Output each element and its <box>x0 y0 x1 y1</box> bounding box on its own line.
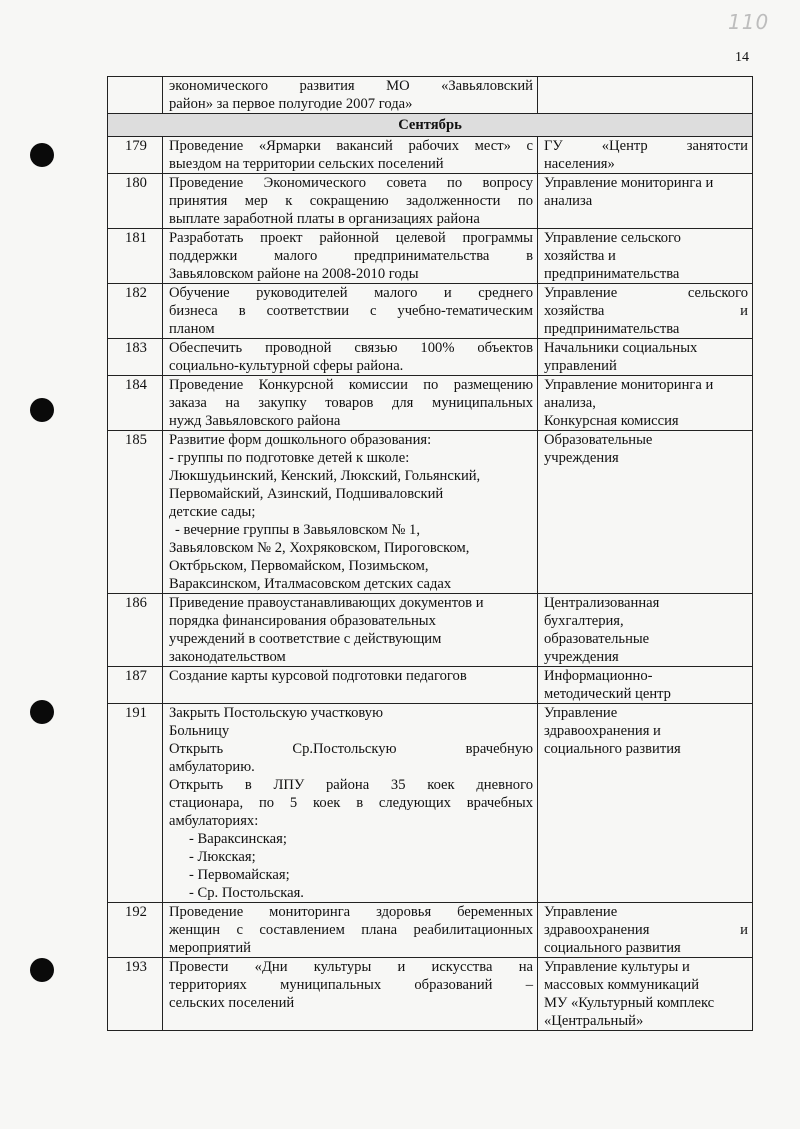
event-line: поддержки малого предпринимательства в <box>169 248 533 264</box>
event-list-item: - Первомайская; <box>189 867 290 883</box>
event-line: Открыть в ЛПУ района 35 коек дневного <box>169 777 533 793</box>
table-row <box>108 229 753 284</box>
event-cell <box>163 339 538 376</box>
responsible-cell <box>538 284 753 339</box>
binder-hole <box>30 958 54 982</box>
responsible-line: Информационно- <box>544 668 653 684</box>
responsible-cell <box>538 958 753 1031</box>
event-cell <box>163 77 538 114</box>
row-number: 181 <box>108 229 163 284</box>
responsible-cell <box>538 229 753 284</box>
event-cell <box>163 594 538 667</box>
responsible-line: учреждения <box>544 649 619 665</box>
event-list-item: - Люкская; <box>189 849 256 865</box>
event-line: - вечерние группы в Завьяловском № 1, <box>175 522 420 538</box>
row-number: 191 <box>108 704 163 903</box>
responsible-line: ГУ «Центр занятости <box>544 138 748 154</box>
table-row <box>108 594 753 667</box>
event-line: Разработать проект районной целевой программы <box>169 230 533 246</box>
table-row <box>108 903 753 958</box>
event-cell <box>163 431 538 594</box>
table-row <box>108 137 753 174</box>
responsible-cell <box>538 431 753 594</box>
event-line: Больницу <box>169 723 230 739</box>
responsible-line: методический центр <box>544 686 671 702</box>
row-number: 184 <box>108 376 163 431</box>
binder-hole <box>30 700 54 724</box>
event-line: сельских поселений <box>169 995 295 1011</box>
event-cell <box>163 958 538 1031</box>
event-line: амбулаторию. <box>169 759 255 775</box>
binder-hole <box>30 398 54 422</box>
responsible-line: Централизованная <box>544 595 660 611</box>
event-line: Первомайский, Азинский, Подшиваловский <box>169 486 444 502</box>
event-line: район» за первое полугодие 2007 года» <box>169 96 413 112</box>
event-line: Проведение «Ярмарки вакансий рабочих мест» с <box>169 138 533 154</box>
responsible-line: социального развития <box>544 741 681 757</box>
row-number: 185 <box>108 431 163 594</box>
event-line: Завьяловском районе на 2008-2010 годы <box>169 266 419 282</box>
responsible-line: учреждения <box>544 450 619 466</box>
event-line: экономического развития МО «Завьяловский <box>169 78 533 94</box>
event-line: Октбрьском, Первомайском, Позимьском, <box>169 558 429 574</box>
handwritten-page-number: 110 <box>728 10 770 34</box>
responsible-line: образовательные <box>544 631 650 647</box>
row-number: 179 <box>108 137 163 174</box>
responsible-line: массовых коммуникаций <box>544 977 700 993</box>
row-number: 180 <box>108 174 163 229</box>
event-line: Закрыть Постольскую участковую <box>169 705 383 721</box>
event-line: законодательством <box>169 649 286 665</box>
event-cell <box>163 667 538 704</box>
event-cell <box>163 229 538 284</box>
month-header-row <box>108 114 753 137</box>
month-header: Сентябрь <box>108 114 753 137</box>
responsible-line: здравоохранения и <box>544 723 661 739</box>
event-line: Проведение Экономического совета по вопросу <box>169 175 533 191</box>
responsible-line: Управление <box>544 904 618 920</box>
responsible-line: Управление культуры и <box>544 959 690 975</box>
responsible-line: предпринимательства <box>544 266 680 282</box>
row-number: 186 <box>108 594 163 667</box>
event-cell <box>163 174 538 229</box>
table-row <box>108 174 753 229</box>
event-line: Приведение правоустанавливающих документов и <box>169 595 484 611</box>
event-line: мероприятий <box>169 940 251 956</box>
event-cell <box>163 704 538 903</box>
event-line: амбулаториях: <box>169 813 259 829</box>
event-line: детские сады; <box>169 504 256 520</box>
event-line: Обеспечить проводной связью 100% объектов <box>169 340 533 356</box>
event-line: стационара, по 5 коек в следующих врачебных <box>169 795 533 811</box>
event-line: Создание карты курсовой подготовки педагогов <box>169 668 467 684</box>
responsible-line: Управление мониторинга и <box>544 175 714 191</box>
event-line: принятия мер к сокращению задолженности по <box>169 193 533 209</box>
responsible-cell <box>538 704 753 903</box>
responsible-cell <box>538 174 753 229</box>
table-row <box>108 431 753 594</box>
responsible-line: МУ «Культурный комплекс <box>544 995 715 1011</box>
event-line: учреждений в соответствие с действующим <box>169 631 442 647</box>
event-list-item: - Вараксинская; <box>189 831 287 847</box>
event-line: Завьяловском № 2, Хохряковском, Пироговском, <box>169 540 470 556</box>
table-row <box>108 339 753 376</box>
responsible-cell <box>538 903 753 958</box>
responsible-line: предпринимательства <box>544 321 680 337</box>
event-line: порядка финансирования образовательных <box>169 613 436 629</box>
responsible-line: Начальники социальных <box>544 340 698 356</box>
responsible-line: хозяйства и <box>544 303 748 319</box>
responsible-line: населения» <box>544 156 615 172</box>
event-line: Проведение Конкурсной комиссии по размещению <box>169 377 533 393</box>
responsible-line: Управление <box>544 705 618 721</box>
event-line: планом <box>169 321 215 337</box>
responsible-line: здравоохранения и <box>544 922 748 938</box>
row-number: 183 <box>108 339 163 376</box>
responsible-cell <box>538 667 753 704</box>
event-line: территориях муниципальных образований – <box>169 977 533 993</box>
event-line: социально-культурной сферы района. <box>169 358 404 374</box>
plan-table <box>107 76 753 1031</box>
event-line: бизнеса в соответствии с учебно-тематическим <box>169 303 533 319</box>
binder-hole <box>30 143 54 167</box>
event-line: выездом на территории сельских поселений <box>169 156 444 172</box>
row-number: 182 <box>108 284 163 339</box>
event-line: Открыть Ср.Постольскую врачебную <box>169 741 533 757</box>
row-number: 187 <box>108 667 163 704</box>
responsible-line: бухгалтерия, <box>544 613 624 629</box>
event-line: Вараксинском, Италмасовском детских садах <box>169 576 452 592</box>
event-cell <box>163 137 538 174</box>
responsible-cell <box>538 137 753 174</box>
event-cell <box>163 376 538 431</box>
responsible-cell <box>538 594 753 667</box>
event-cell <box>163 284 538 339</box>
table-row <box>108 284 753 339</box>
responsible-cell <box>538 77 753 114</box>
responsible-line: Управление сельского <box>544 230 681 246</box>
responsible-line: анализа <box>544 193 593 209</box>
row-number: 192 <box>108 903 163 958</box>
responsible-line: Образовательные <box>544 432 653 448</box>
event-line: Развитие форм дошкольного образования: <box>169 432 432 448</box>
event-cell <box>163 903 538 958</box>
page-number: 14 <box>735 50 749 65</box>
event-line: женщин с составлением плана реабилитационных <box>169 922 533 938</box>
event-list-item: - Ср. Постольская. <box>189 885 304 901</box>
responsible-line: «Центральный» <box>544 1013 644 1029</box>
event-line: Проведение мониторинга здоровья беременных <box>169 904 533 920</box>
carryover-row <box>108 77 753 114</box>
event-line: заказа на закупку товаров для муниципальных <box>169 395 533 411</box>
responsible-line: Управление сельского <box>544 285 748 301</box>
event-line: Обучение руководителей малого и среднего <box>169 285 533 301</box>
event-line: выплате заработной платы в организациях района <box>169 211 480 227</box>
responsible-line: управлений <box>544 358 617 374</box>
responsible-line: Конкурсная комиссия <box>544 413 679 429</box>
responsible-line: анализа, <box>544 395 596 411</box>
event-line: - группы по подготовке детей к школе: <box>169 450 410 466</box>
event-line: нужд Завьяловского района <box>169 413 341 429</box>
responsible-line: хозяйства и <box>544 248 616 264</box>
responsible-cell <box>538 339 753 376</box>
table-row <box>108 704 753 903</box>
table-row <box>108 958 753 1031</box>
responsible-cell <box>538 376 753 431</box>
row-number: 193 <box>108 958 163 1031</box>
event-line: Люкшудьинский, Кенский, Люкский, Гольянский, <box>169 468 481 484</box>
event-line: Провести «Дни культуры и искусства на <box>169 959 533 975</box>
table-row <box>108 667 753 704</box>
responsible-line: Управление мониторинга и <box>544 377 714 393</box>
table-row <box>108 376 753 431</box>
responsible-line: социального развития <box>544 940 681 956</box>
row-number <box>108 77 163 114</box>
